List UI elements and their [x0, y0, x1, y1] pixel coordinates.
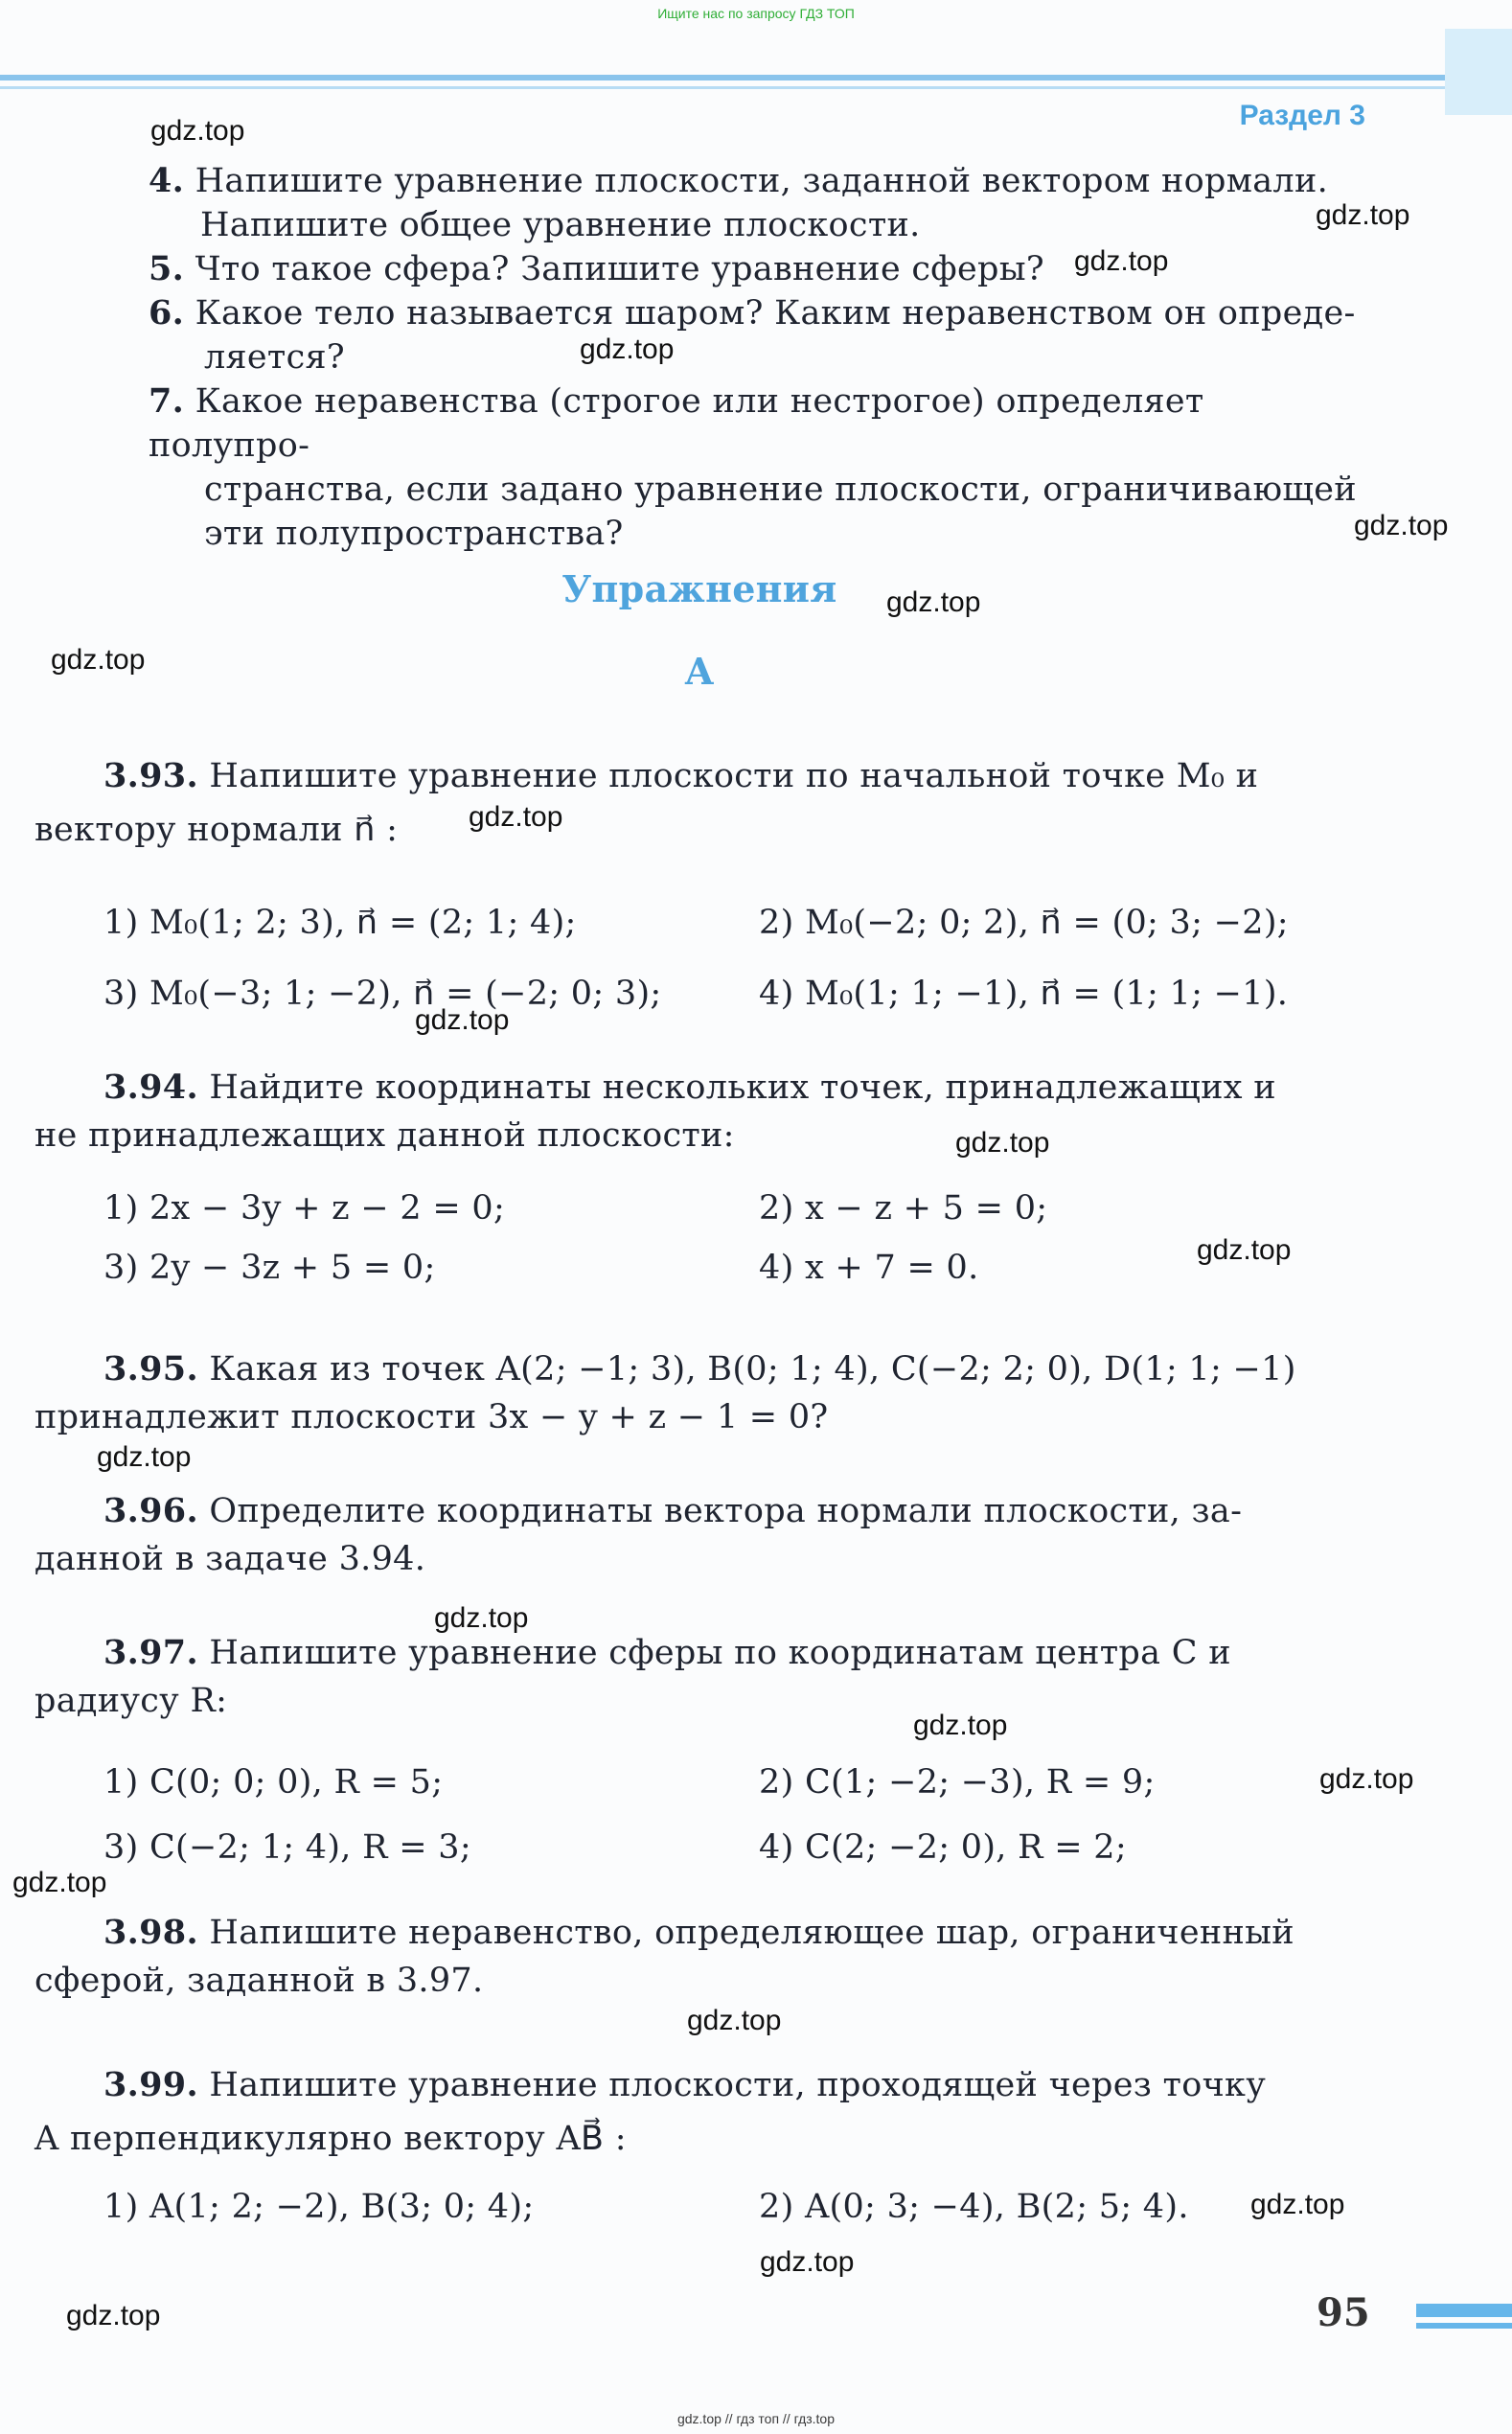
question-6: 6. Какое тело называется шаром? Каким неравенством он опреде- ляется?	[149, 293, 1356, 377]
problem-3-93-items	[103, 887, 1387, 1029]
header-band	[0, 75, 1512, 80]
list-item: 1) 2x − 3y + z − 2 = 0;	[103, 1189, 506, 1228]
problem-3-95: 3.95. Какая из точек A(2; −1; 3), B(0; 1; 4), C(−2; 2; 0), D(1; 1; −1) принадлежит плоскости 3x − y + z − 1 = 0?	[34, 1349, 1296, 1436]
list-item: 1) A(1; 2; −2), B(3; 0; 4);	[103, 2188, 535, 2226]
list-item: 3) C(−2; 1; 4), R = 3;	[103, 1828, 471, 1867]
top-note: Ищите нас по запросу ГДЗ ТОП	[657, 6, 855, 21]
watermark: gdz.top	[1319, 1763, 1414, 1795]
watermark: gdz.top	[687, 2005, 782, 2036]
watermark: gdz.top	[955, 1127, 1050, 1159]
watermark: gdz.top	[150, 115, 245, 147]
watermark: gdz.top	[886, 586, 981, 618]
watermark: gdz.top	[1316, 199, 1410, 231]
problem-3-99: 3.99. Напишите уравнение плоскости, проходящей через точку A перпендикулярно вектору AB⃗ :	[34, 2065, 1267, 2158]
list-item: 2) M₀(−2; 0; 2), n⃗ = (0; 3; −2);	[759, 904, 1289, 942]
exercises-heading: Упражнения	[561, 567, 837, 610]
watermark: gdz.top	[1074, 245, 1169, 277]
list-item: 3) M₀(−3; 1; −2), n⃗ = (−2; 0; 3);	[103, 975, 662, 1013]
watermark: gdz.top	[913, 1710, 1008, 1741]
header-band-thin	[0, 86, 1512, 89]
problem-3-94-items	[103, 1179, 1387, 1297]
page-bar	[1416, 2304, 1512, 2317]
watermark: gdz.top	[51, 644, 146, 676]
watermark: gdz.top	[1197, 1234, 1292, 1266]
list-item: 2) C(1; −2; −3), R = 9;	[759, 1763, 1156, 1802]
problem-3-97-items	[103, 1750, 1387, 1880]
watermark: gdz.top	[760, 2246, 855, 2278]
watermark: gdz.top	[12, 1867, 107, 1898]
watermark: gdz.top	[469, 801, 563, 833]
section-label: Раздел 3	[1239, 100, 1365, 131]
watermark: gdz.top	[434, 1602, 529, 1634]
watermark: gdz.top	[1250, 2189, 1345, 2220]
watermark: gdz.top	[580, 333, 675, 365]
corner-decoration	[1445, 29, 1512, 115]
problem-3-97: 3.97. Напишите уравнение сферы по координатам центра C и радиусу R:	[34, 1633, 1231, 1720]
footer-note: gdz.top // гдз топ // гдз.top	[676, 2411, 836, 2426]
level-heading: А	[684, 650, 715, 693]
problem-3-93: 3.93. Напишите уравнение плоскости по начальной точке M₀ и вектору нормали n⃗ :	[34, 756, 1259, 849]
problem-3-99-items	[103, 2185, 1387, 2229]
watermark: gdz.top	[1354, 510, 1449, 541]
list-item: 3) 2y − 3z + 5 = 0;	[103, 1249, 436, 1287]
question-4: 4. Напишите уравнение плоскости, заданной вектором нормали. Напишите общее уравнение плоскости.	[149, 161, 1329, 244]
list-item: 2) A(0; 3; −4), B(2; 5; 4).	[759, 2188, 1189, 2226]
list-item: 2) x − z + 5 = 0;	[759, 1189, 1048, 1228]
page-bar-thin	[1416, 2323, 1512, 2329]
question-5: 5. Что такое сфера? Запишите уравнение сферы?	[149, 249, 1044, 288]
watermark: gdz.top	[415, 1004, 510, 1036]
problem-3-98: 3.98. Напишите неравенство, определяющее шар, ограниченный сферой, заданной в 3.97.	[34, 1913, 1294, 2000]
watermark: gdz.top	[66, 2300, 161, 2331]
list-item: 4) C(2; −2; 0), R = 2;	[759, 1828, 1127, 1867]
problem-3-96: 3.96. Определите координаты вектора нормали плоскости, за- данной в задаче 3.94.	[34, 1491, 1243, 1578]
list-item: 1) C(0; 0; 0), R = 5;	[103, 1763, 444, 1802]
question-7: 7. Какое неравенства (строгое или нестрогое) определяет полупро- странства, если задано уравнение плоскости, ограничивающей эти полупространства?	[149, 381, 1357, 553]
problem-3-94: 3.94. Найдите координаты нескольких точек, принадлежащих и не принадлежащих данной плоскости:	[34, 1068, 1276, 1155]
watermark: gdz.top	[97, 1441, 192, 1473]
list-item: 4) x + 7 = 0.	[759, 1249, 979, 1287]
list-item: 1) M₀(1; 2; 3), n⃗ = (2; 1; 4);	[103, 904, 577, 942]
page-number: 95	[1317, 2290, 1370, 2335]
list-item: 4) M₀(1; 1; −1), n⃗ = (1; 1; −1).	[759, 975, 1289, 1013]
